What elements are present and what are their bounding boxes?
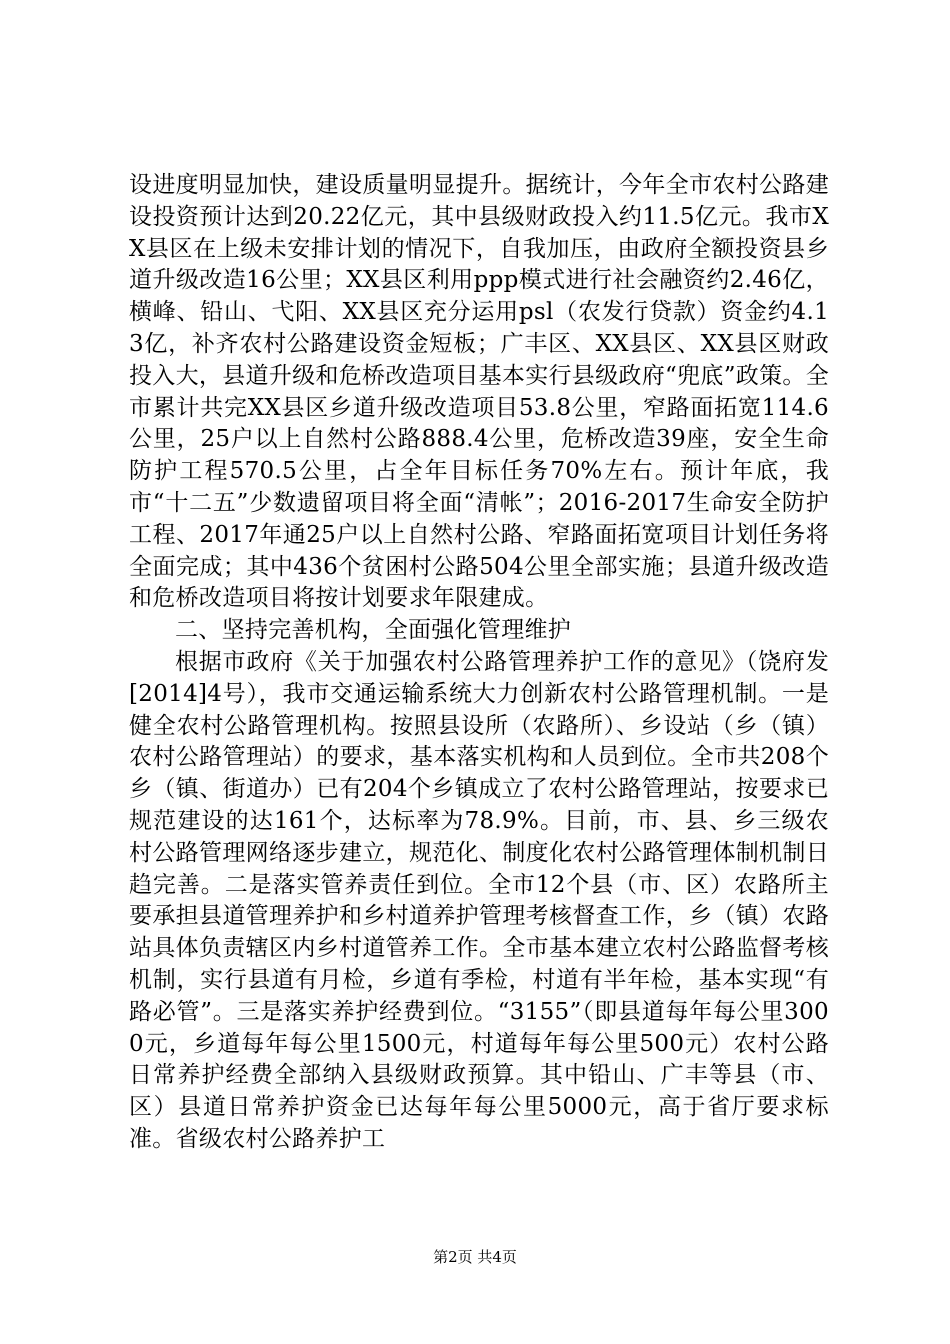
- section-heading-management: 二、坚持完善机构，全面强化管理维护: [175, 617, 572, 644]
- page-footer: 第2页 共4页: [433, 1248, 517, 1266]
- document-body: [129, 170, 829, 1156]
- paragraph-construction-progress: 设进度明显加快，建设质量明显提升。据统计，今年全市农村公路建设投资预计达到20.22亿元，其中县级财政投入约11.5亿元。我市XX县区在上级未安排计划的情况下，自我加压，由政府全额投资县乡道升级改造16公里；XX县区利用ppp模式进行社会融资约2.46亿，横峰、铅山、弋阳、XX县区充分运用psl（农发行贷款）资金约4.13亿，补齐农村公路建设资金短板；广丰区、XX县区、XX县区财政投入大，县道升级和危桥改造项目基本实行县级政府“兜底”政策。全市累计共完XX县区乡道升级改造项目53.8公里，窄路面拓宽114.6公里，25户以上自然村公路888.4公里，危桥改造39座，安全生命防护工程570.5公里，占全年目标任务70%左右。预计年底，我市“十二五”少数遗留项目将全面“清帐”；2016-2017生命安全防护工程、2017年通25户以上自然村公路、窄路面拓宽项目计划任务将全面完成；其中436个贫困村公路504公里全部实施；县道升级改造和危桥改造项目将按计划要求年限建成。: [129, 172, 829, 612]
- paragraph-management-mechanism: 根据市政府《关于加强农村公路管理养护工作的意见》（饶府发[2014]4号），我市交通运输系统大力创新农村公路管理机制。一是健全农村公路管理机构。按照县设所（农路所）、乡设站（乡（镇）农村公路管理站）的要求，基本落实机构和人员到位。全市共208个乡（镇、街道办）已有204个乡镇成立了农村公路管理站，按要求已规范建设的达161个，达标率为78.9%。目前，市、县、乡三级农村公路管理网络逐步建立，规范化、制度化农村公路管理体制机制日趋完善。二是落实管养责任到位。全市12个县（市、区）农路所主要承担县道管理养护和乡村道养护管理考核督查工作，乡（镇）农路站具体负责辖区内乡村道管养工作。全市基本建立农村公路监督考核机制，实行县道有月检，乡道有季检，村道有半年检，基本实现“有路必管”。三是落实养护经费到位。“3155”（即县道每年每公里3000元，乡道每年每公里1500元，村道每年每公里500元）农村公路日常养护经费全部纳入县级财政预算。其中铅山、广丰等县（市、区）县道日常养护资金已达每年每公里5000元，高于省厅要求标准。省级农村公路养护工: [129, 648, 829, 1152]
